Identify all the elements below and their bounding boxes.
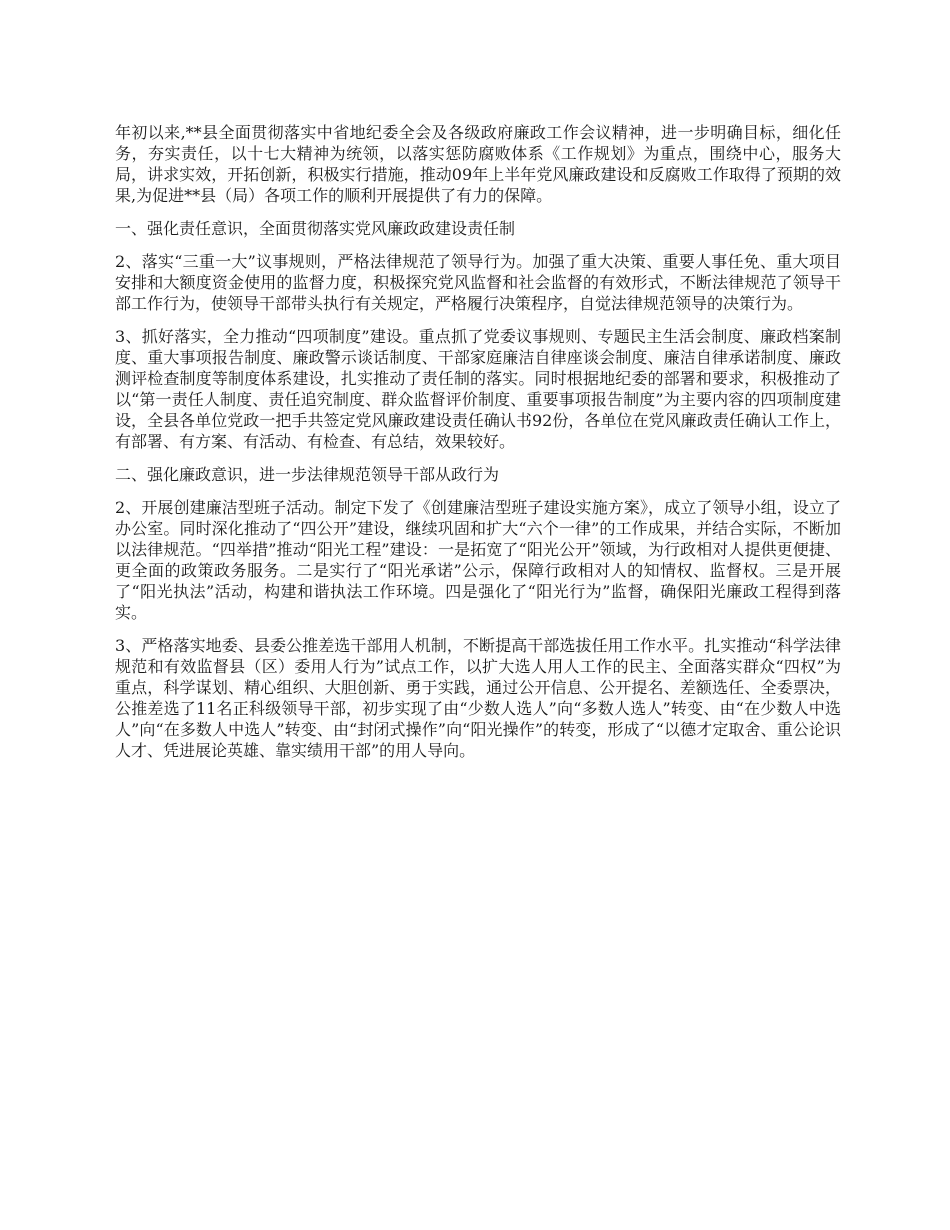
section2-item-2: 2、开展创建廉洁型班子活动。制定下发了《创建廉洁型班子建设实施方案》，成立了领导小组，设立了办公室。同时深化推动了“四公开”建设，继续巩固和扩大“六个一律”的工作成果，并结合实际，不断加以法律规范。“四举措”推动“阳光工程”建设：一是拓宽了“阳光公开”领域，为行政相对人提供更便捷、更全面的政策政务服务。二是实行了“阳光承诺”公示，保障行政相对人的知情权、监督权。三是开展了“阳光执法”活动，构建和谐执法工作环境。四是强化了“阳光行为”监督，确保阳光廉政工程得到落实。: [115, 498, 841, 622]
section1-item-2: 2、落实“三重一大”议事规则，严格法律规范了领导行为。加强了重大决策、重要人事任免、重大项目安排和大额度资金使用的监督力度，积极探究党风监督和社会监督的有效形式，不断法律规范了领导干部工作行为，使领导干部带头执行有关规定，严格履行决策程序，自觉法律规范领导的决策行为。: [115, 252, 841, 313]
section-heading-1: 一、强化责任意识，全面贯彻落实党风廉政政建设责任制: [115, 219, 516, 238]
section2-item-3: 3、严格落实地委、县委公推差选干部用人机制，不断提高干部选拔任用工作水平。扎实推动“科学法律规范和有效监督县（区）委用人行为”试点工作，以扩大选人用人工作的民主、全面落实群众“四权”为重点，科学谋划、精心组织、大胆创新、勇于实践，通过公开信息、公开提名、差额选任、全委票决，公推差选了11名正科级领导干部，初步实现了由“少数人选人”向“多数人选人”转变、由“在少数人中选人”向“在多数人中选人”转变、由“封闭式操作”向“阳光操作”的转变，形成了“以德才定取舍、重公论识人才、凭进展论英雄、靠实绩用干部”的用人导向。: [115, 636, 841, 760]
document-body: [115, 122, 841, 773]
section-heading-2: 二、强化廉政意识，进一步法律规范领导干部从政行为: [115, 465, 500, 484]
section1-item-3: 3、抓好落实，全力推动“四项制度”建设。重点抓了党委议事规则、专题民主生活会制度、廉政档案制度、重大事项报告制度、廉政警示谈话制度、干部家庭廉洁自律座谈会制度、廉洁自律承诺制度、廉政测评检查制度等制度体系建设，扎实推动了责任制的落实。同时根据地纪委的部署和要求，积极推动了以“第一责任人制度、责任追究制度、群众监督评价制度、重要事项报告制度”为主要内容的四项制度建设，全县各单位党政一把手共签定党风廉政建设责任确认书92份，各单位在党风廉政责任确认工作上，有部署、有方案、有活动、有检查、有总结，效果较好。: [115, 327, 841, 451]
intro-paragraph: 年初以来,**县全面贯彻落实中省地纪委全会及各级政府廉政工作会议精神，进一步明确目标，细化任务，夯实责任，以十七大精神为统领，以落实惩防腐败体系《工作规划》为重点，围绕中心，服务大局，讲求实效，开拓创新，积极实行措施，推动09年上半年党风廉政建设和反腐败工作取得了预期的效果,为促进**县（局）各项工作的顺利开展提供了有力的保障。: [115, 123, 841, 205]
